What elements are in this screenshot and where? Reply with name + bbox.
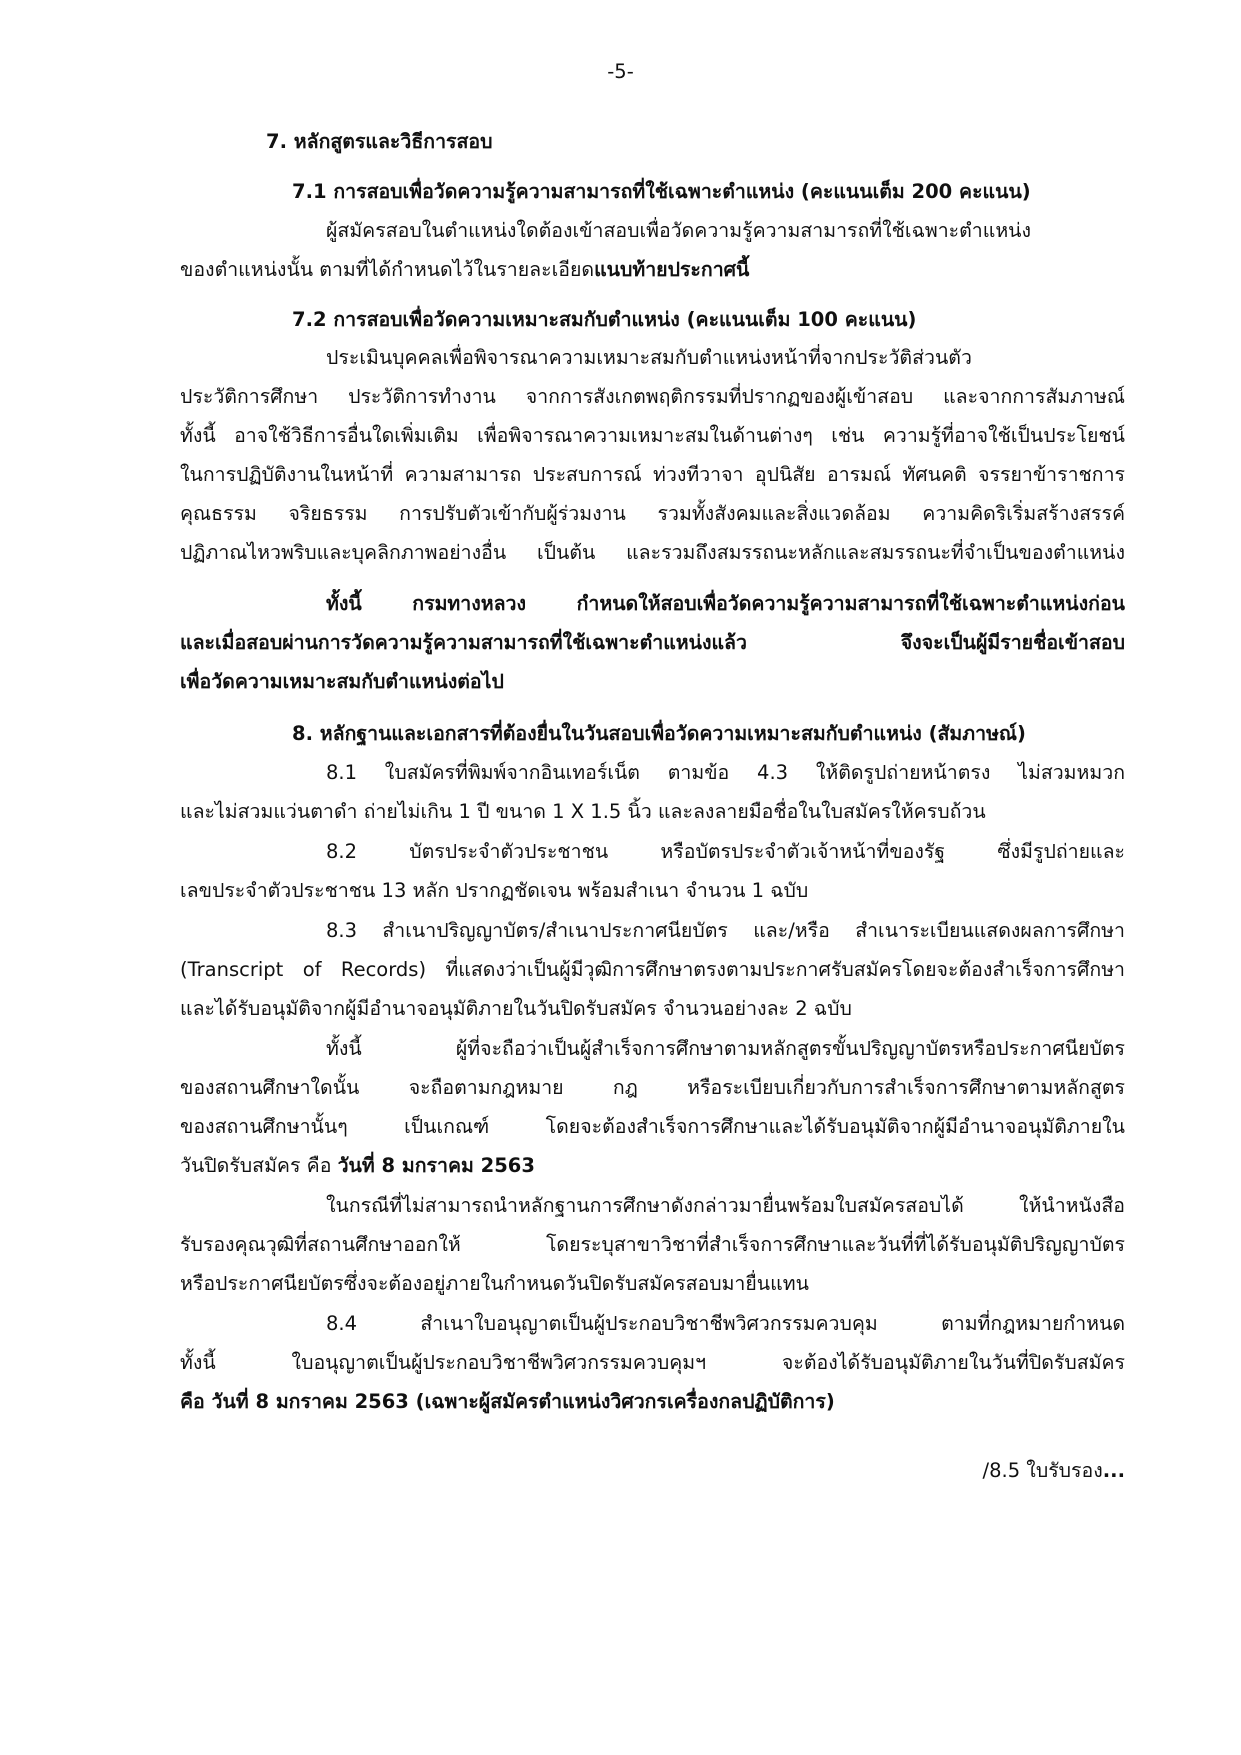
graduation-line: วันปิดรับสมัคร คือ วันที่ 8 มกราคม 2563 <box>180 1154 535 1177</box>
closing-date: วันที่ 8 มกราคม 2563 <box>337 1154 535 1177</box>
page-number: -5- <box>607 60 634 83</box>
section-8-1-line: และไม่สวมแว่นตาดำ ถ่ายไม่เกิน 1 ปี ขนาด 1 X 1.5 นิ้ว และลงลายมือชื่อในใบสมัครให้ครบถ้วน <box>180 800 986 823</box>
section-7-2-line: คุณธรรม จริยธรรม การปรับตัวเข้ากับผู้ร่วมงาน รวมทั้งสังคมและสิ่งแวดล้อม ความคิดริเริ่มสร้างสรรค์ <box>180 502 1125 525</box>
section-7-heading: 7. หลักสูตรและวิธีการสอบ <box>266 130 493 153</box>
section-7-1-line: ผู้สมัครสอบในตำแหน่งใดต้องเข้าสอบเพื่อวัดความรู้ความสามารถที่ใช้เฉพาะตำแหน่ง <box>326 219 1032 242</box>
note-line: ทั้งนี้ กรมทางหลวง กำหนดให้สอบเพื่อวัดความรู้ความสามารถที่ใช้เฉพาะตำแหน่งก่อน <box>326 592 1125 615</box>
section-8-3-line: และได้รับอนุมัติจากผู้มีอำนาจอนุมัติภายในวันปิดรับสมัคร จำนวนอย่างละ 2 ฉบับ <box>180 997 852 1020</box>
case-line: ในกรณีที่ไม่สามารถนำหลักฐานการศึกษาดังกล่าวมายื่นพร้อมใบสมัครสอบได้ ให้นำหนังสือ <box>326 1194 1125 1217</box>
section-7-1-heading: 7.1 การสอบเพื่อวัดความรู้ความสามารถที่ใช้เฉพาะตำแหน่ง (คะแนนเต็ม 200 คะแนน) <box>292 180 1031 203</box>
graduation-line: ของสถานศึกษานั้นๆ เป็นเกณฑ์ โดยจะต้องสำเร็จการศึกษาและได้รับอนุมัติจากผู้มีอำนาจอนุมัติภายใน <box>180 1115 1125 1138</box>
section-7-2-heading: 7.2 การสอบเพื่อวัดความเหมาะสมกับตำแหน่ง (คะแนนเต็ม 100 คะแนน) <box>292 308 917 331</box>
section-7-1-line: ของตำแหน่งนั้น ตามที่ได้กำหนดไว้ในรายละเอียดแนบท้ายประกาศนี้ <box>180 258 750 281</box>
case-line: รับรองคุณวุฒิที่สถานศึกษาออกให้ โดยระบุสาขาวิชาที่สำเร็จการศึกษาและวันที่ที่ได้รับอนุมัติปริญญาบัตร <box>180 1233 1125 1256</box>
section-8-2-line: เลขประจำตัวประชาชน 13 หลัก ปรากฏชัดเจน พร้อมสำเนา จำนวน 1 ฉบับ <box>180 879 809 902</box>
section-8-4-line: ทั้งนี้ ใบอนุญาตเป็นผู้ประกอบวิชาชีพวิศวกรรมควบคุมฯ จะต้องได้รับอนุมัติภายในวันที่ปิดรับสมัคร <box>180 1351 1125 1374</box>
section-8-heading: 8. หลักฐานและเอกสารที่ต้องยื่นในวันสอบเพื่อวัดความเหมาะสมกับตำแหน่ง (สัมภาษณ์) <box>292 722 1026 745</box>
section-8-4-line: 8.4 สำเนาใบอนุญาตเป็นผู้ประกอบวิชาชีพวิศวกรรมควบคุม ตามที่กฎหมายกำหนด <box>326 1312 1125 1335</box>
section-7-2-line: ประเมินบุคคลเพื่อพิจารณาความเหมาะสมกับตำแหน่งหน้าที่จากประวัติส่วนตัว <box>326 346 972 369</box>
section-7-2-line: ประวัติการศึกษา ประวัติการทำงาน จากการสังเกตพฤติกรรมที่ปรากฏของผู้เข้าสอบ และจากการสัมภาษณ์ <box>180 385 1125 408</box>
graduation-line: ทั้งนี้ ผู้ที่จะถือว่าเป็นผู้สำเร็จการศึกษาตามหลักสูตรขั้นปริญญาบัตรหรือประกาศนียบัตร <box>326 1037 1125 1060</box>
continuation-marker: /8.5 ใบรับรอง... <box>982 1459 1125 1482</box>
note-line: เพื่อวัดความเหมาะสมกับตำแหน่งต่อไป <box>180 670 504 693</box>
section-8-1-line: 8.1 ใบสมัครที่พิมพ์จากอินเทอร์เน็ต ตามข้อ 4.3 ให้ติดรูปถ่ายหน้าตรง ไม่สวมหมวก <box>326 761 1125 784</box>
section-8-2-line: 8.2 บัตรประจำตัวประชาชน หรือบัตรประจำตัวเจ้าหน้าที่ของรัฐ ซึ่งมีรูปถ่ายและ <box>326 840 1125 863</box>
section-7-2-line: ในการปฏิบัติงานในหน้าที่ ความสามารถ ประสบการณ์ ท่วงทีวาจา อุปนิสัย อารมณ์ ทัศนคติ จรรยาข้าราชการ <box>180 463 1125 486</box>
section-7-2-line: ทั้งนี้ อาจใช้วิธีการอื่นใดเพิ่มเติม เพื่อพิจารณาความเหมาะสมในด้านต่างๆ เช่น ความรู้ที่อาจใช้เป็นประโยชน์ <box>180 424 1125 447</box>
section-8-3-line: 8.3 สำเนาปริญญาบัตร/สำเนาประกาศนียบัตร และ/หรือ สำเนาระเบียนแสดงผลการศึกษา <box>326 919 1125 942</box>
section-8-3-line: (Transcript of Records) ที่แสดงว่าเป็นผู้มีวุฒิการศึกษาตรงตามประกาศรับสมัครโดยจะต้องสำเร็จการศึกษา <box>180 958 1125 981</box>
annex-reference: แนบท้ายประกาศนี้ <box>594 258 750 281</box>
graduation-line: ของสถานศึกษาใดนั้น จะถือตามกฎหมาย กฎ หรือระเบียบเกี่ยวกับการสำเร็จการศึกษาตามหลักสูตร <box>180 1076 1125 1099</box>
case-line: หรือประกาศนียบัตรซึ่งจะต้องอยู่ภายในกำหนดวันปิดรับสมัครสอบมายื่นแทน <box>180 1272 809 1295</box>
note-line: และเมื่อสอบผ่านการวัดความรู้ความสามารถที่ใช้เฉพาะตำแหน่งแล้ว จึงจะเป็นผู้มีรายชื่อเข้าสอบ <box>180 631 1125 654</box>
section-7-2-line: ปฏิภาณไหวพริบและบุคลิกภาพอย่างอื่น เป็นต้น และรวมถึงสมรรถนะหลักและสมรรถนะที่จำเป็นของตำแหน่ง <box>180 541 1125 564</box>
section-8-4-line: คือ วันที่ 8 มกราคม 2563 (เฉพาะผู้สมัครตำแหน่งวิศวกรเครื่องกลปฏิบัติการ) <box>180 1390 835 1413</box>
